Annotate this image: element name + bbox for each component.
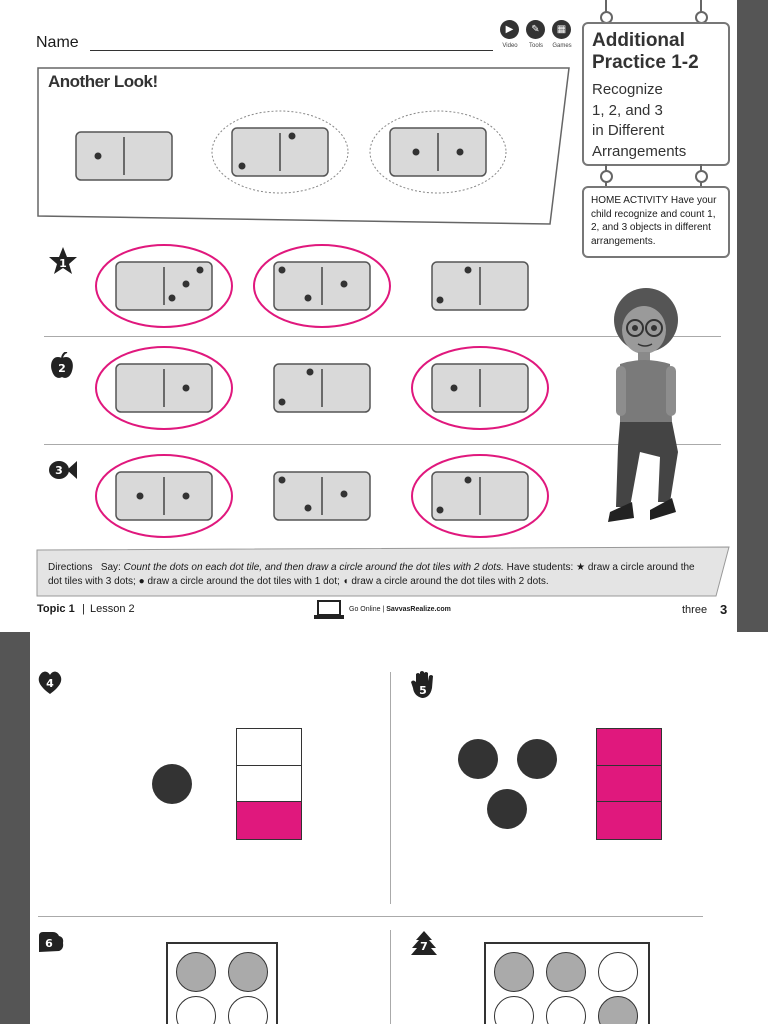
student-character (600, 282, 700, 532)
tile-dot (457, 149, 464, 156)
home-activity-text: Have your child recognize and count 1, 2, and 3 objects in different arrangements. (591, 195, 717, 247)
example-dot-tile[interactable] (210, 106, 350, 198)
counter-circle-white (546, 996, 586, 1024)
practice-title: Additional Practice 1-2 (592, 30, 699, 73)
dot-tile[interactable] (410, 342, 550, 434)
page-edge (0, 632, 30, 1024)
page-number: 3 (720, 602, 728, 617)
counter-dot (487, 789, 527, 829)
tile-dot (307, 369, 314, 376)
tile-dot (183, 385, 190, 392)
frame-cell-filled[interactable] (236, 801, 302, 840)
frame-cell[interactable] (236, 728, 302, 766)
tree-icon (410, 930, 438, 958)
problem-number: 7 (420, 940, 428, 953)
problem-number: 3 (55, 464, 63, 477)
tile-dot (279, 267, 286, 274)
tile-dot (169, 295, 176, 302)
fish-icon (48, 458, 78, 482)
footer-lesson: Lesson 2 (90, 603, 135, 615)
dot-tile[interactable] (252, 240, 392, 332)
apple-icon (49, 352, 75, 380)
dot-tile[interactable] (94, 450, 234, 542)
tile-dot (197, 267, 204, 274)
site-link[interactable]: SavvasRealize.com (386, 606, 451, 613)
tile-dot (183, 493, 190, 500)
worksheet-page-bottom (0, 632, 768, 1024)
dot-tile[interactable] (410, 450, 550, 542)
tile-dot (289, 133, 296, 140)
laptop-icon (313, 600, 345, 620)
another-look-title: Another Look! (48, 72, 158, 91)
problem-number: 5 (419, 684, 427, 697)
video-label: Video (502, 43, 518, 49)
video-icon: ▶ (500, 20, 519, 39)
counter-circle-gray (176, 952, 216, 992)
tile-dot (437, 297, 444, 304)
name-field[interactable] (90, 50, 493, 51)
ten-frame-column (236, 728, 302, 842)
tile-dot (95, 153, 102, 160)
problem-number: 1 (59, 257, 67, 270)
frame-cell-filled[interactable] (596, 728, 662, 766)
column-divider (390, 930, 391, 1024)
ten-frame-column (596, 728, 662, 842)
page-edge (737, 0, 768, 632)
counter-circle-gray (228, 952, 268, 992)
counter-circle-white (228, 996, 268, 1024)
tile-dot (451, 385, 458, 392)
tile-dot (279, 477, 286, 484)
footer-topic: Topic 1 (37, 603, 75, 615)
problem-number: 4 (46, 677, 54, 690)
name-label: Name (36, 34, 79, 51)
dot-tile[interactable] (94, 342, 234, 434)
counter-circle-gray (494, 952, 534, 992)
star-icon: ★ (576, 562, 586, 573)
frame-cell-filled[interactable] (596, 765, 662, 803)
counter-grid (166, 942, 278, 1024)
fish-icon: ◖ (342, 576, 349, 587)
tile-dot (341, 281, 348, 288)
home-activity-box (582, 186, 730, 258)
problem-number: 6 (45, 937, 53, 950)
example-dot-tile[interactable] (368, 106, 508, 198)
problem-number: 2 (58, 362, 66, 375)
tools-label: Tools (528, 43, 543, 49)
row-divider (38, 916, 703, 917)
dot-tile[interactable] (252, 450, 392, 542)
counter-circle-gray (546, 952, 586, 992)
games-label: Games (552, 43, 572, 49)
additional-practice-box (582, 22, 730, 166)
home-activity-heading: HOME ACTIVITY (591, 195, 669, 206)
page-word: three (682, 604, 708, 616)
directions-text: Directions Say: Count the dots on each dot tile, and then draw a circle around the dot tiles with 2 dots. Have students: ★ draw a circle around the dot tiles with 3 dots; ● draw a circle around the dot tiles with 1 dot; ◖ draw a circle around the dot tiles with 2 dots. (48, 562, 695, 587)
tile-dot (239, 163, 246, 170)
counter-circle-white (494, 996, 534, 1024)
go-online-label: Go Online (349, 606, 381, 613)
counter-circle-white (598, 952, 638, 992)
counter-dot (458, 739, 498, 779)
star-icon (48, 246, 78, 276)
heart-icon (37, 670, 63, 696)
example-dot-tile[interactable] (54, 110, 194, 202)
tile-dot (465, 477, 472, 484)
tile-dot (413, 149, 420, 156)
tile-dot (279, 399, 286, 406)
frame-cell-filled[interactable] (596, 801, 662, 840)
counter-circle-gray (598, 996, 638, 1024)
tile-dot (183, 281, 190, 288)
tile-dot (305, 505, 312, 512)
games-button[interactable] (552, 20, 571, 39)
counter-dot (152, 764, 192, 804)
tile-dot (137, 493, 144, 500)
frame-cell[interactable] (236, 765, 302, 803)
hand-icon (410, 670, 438, 700)
tile-dot (341, 491, 348, 498)
games-icon: ▦ (552, 20, 571, 39)
dot-tile[interactable] (410, 240, 550, 332)
tools-button[interactable] (526, 20, 545, 39)
apple-icon: ● (138, 576, 145, 587)
column-divider (390, 672, 391, 904)
directions-label: Directions (48, 562, 93, 573)
dot-tile[interactable] (94, 240, 234, 332)
practice-subtitle: Recognize 1, 2, and 3 in Different Arrangements (592, 81, 687, 160)
video-button[interactable] (500, 20, 519, 39)
dot-tile[interactable] (252, 342, 392, 434)
counter-dot (517, 739, 557, 779)
tile-dot (437, 507, 444, 514)
cloud-icon (37, 930, 65, 954)
tile-dot (305, 295, 312, 302)
worksheet-page-top: Name ▶ Video ✎ Tools ▦ Games Additional Practice 1-2 Recognize 1, 2, and 3 in Different Arrangements HOME ACTIVITY Have your child recognize and count 1, 2, and 3 objects in different arrangements. Another Look! 1 2 3 Directions Say: Count the dots on each dot tile, and then draw a circle around the dot tiles with 2 dots. Have students: ★ draw a circle around the dot tiles with 3 dots; ● draw a circle around the dot tiles with 1 dot; ◖ draw a circle around the dot tiles with 2 dots. Topic 1 | Lesson 2 Go Online | SavvasRealize.com three 3 (0, 0, 768, 632)
tile-dot (465, 267, 472, 274)
tools-icon: ✎ (526, 20, 545, 39)
counter-circle-white (176, 996, 216, 1024)
counter-grid (484, 942, 650, 1024)
